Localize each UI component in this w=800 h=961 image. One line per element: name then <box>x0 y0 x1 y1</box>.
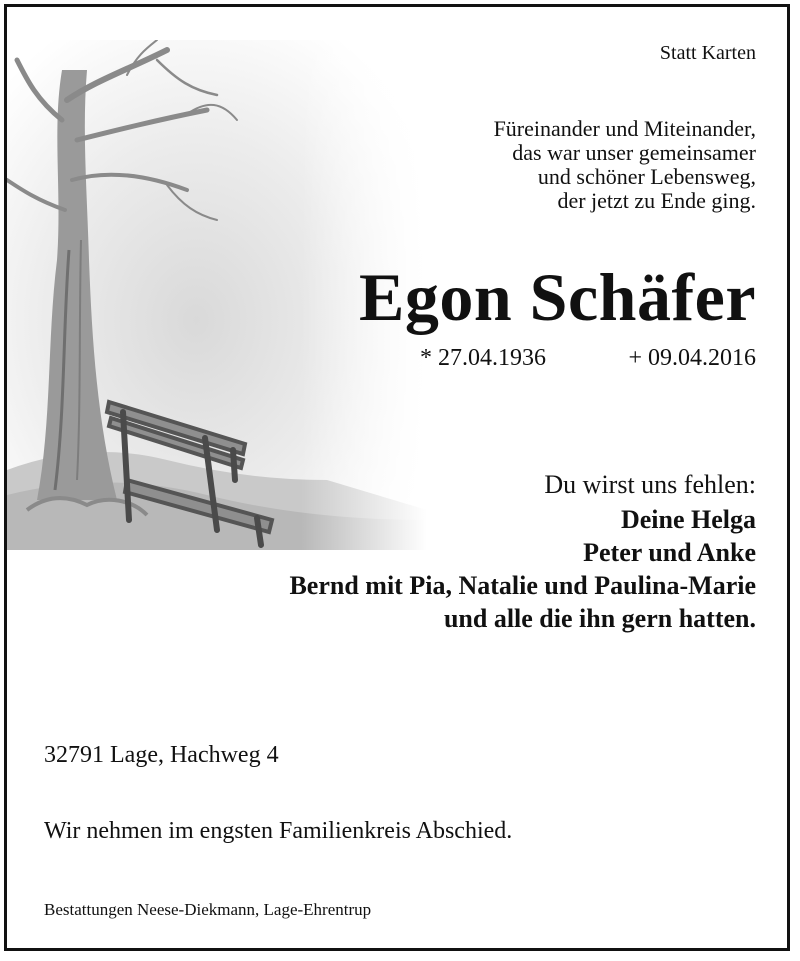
mourner-line: Bernd mit Pia, Natalie und Paulina-Marie <box>289 571 756 600</box>
deceased-name: Egon Schäfer <box>359 259 756 335</box>
statt-karten-label: Statt Karten <box>659 42 756 64</box>
poem-line: der jetzt zu Ende ging. <box>557 188 756 213</box>
address: 32791 Lage, Hachweg 4 <box>44 742 279 768</box>
farewell-notice: Wir nehmen im engsten Familienkreis Abschied. <box>44 818 513 844</box>
poem-line: Füreinander und Miteinander, <box>493 116 756 141</box>
mourners-intro: Du wirst uns fehlen: <box>544 470 756 499</box>
poem <box>494 117 756 213</box>
death-date: + 09.04.2016 <box>628 345 756 371</box>
poem-line: und schöner Lebensweg, <box>537 164 756 189</box>
funeral-home: Bestattungen Neese-Diekmann, Lage-Ehrentrup <box>44 900 372 919</box>
poem-line: das war unser gemeinsamer <box>512 140 756 165</box>
mourner-line: Peter und Anke <box>583 538 756 567</box>
mourner-line: und alle die ihn gern hatten. <box>443 604 756 633</box>
mourner-line: Deine Helga <box>620 505 756 534</box>
birth-date: * 27.04.1936 <box>420 345 546 371</box>
